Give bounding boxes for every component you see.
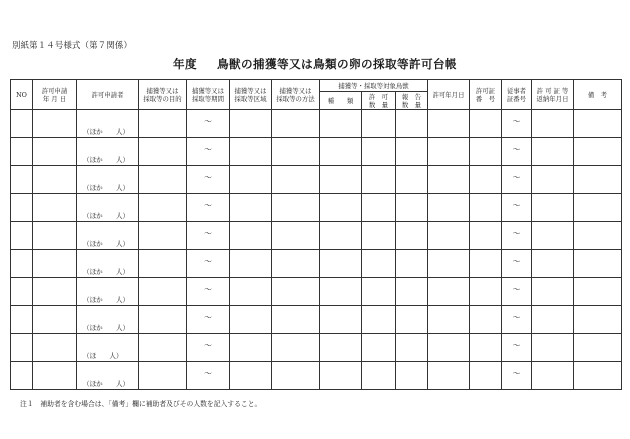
cell-report-qty[interactable] [396,166,428,194]
cell-permit-date[interactable] [428,166,470,194]
period-range-mark: ～ [204,369,212,378]
worker-cert-range-mark: ～ [512,229,521,238]
cell-permit-qty[interactable] [362,110,396,138]
period-range-mark: ～ [204,145,212,154]
applicant-helper-count: （ほか 人） [83,156,130,164]
cell-worker-cert[interactable] [502,138,532,166]
cell-remarks[interactable] [574,166,622,194]
cell-kind[interactable] [320,194,362,222]
cell-purpose[interactable] [139,194,187,222]
cell-worker-cert[interactable] [502,110,532,138]
header-permit-qty [362,92,396,110]
cell-area[interactable] [230,250,272,278]
ledger-title [0,56,630,72]
cell-remarks[interactable] [574,194,622,222]
header-area [230,80,272,110]
cell-apply-date[interactable] [33,278,77,306]
ledger-body [11,110,622,390]
cell-permit-date[interactable] [428,110,470,138]
cell-no[interactable] [11,110,33,138]
applicant-helper-count: （ほか 人） [83,184,130,192]
worker-cert-range-mark: ～ [512,369,521,378]
cell-area[interactable] [230,362,272,390]
cell-area[interactable] [230,166,272,194]
worker-cert-range-mark: ～ [512,313,521,322]
cell-no[interactable] [11,166,33,194]
header-worker-cert-line1: 従事者 [506,86,527,95]
cell-permit-qty[interactable] [362,194,396,222]
header-purpose-line1: 捕獲等又は [146,86,179,95]
table-row [11,278,622,306]
header-no: NO [11,80,33,110]
cell-apply-date[interactable] [33,194,77,222]
worker-cert-range-mark: ～ [512,145,521,154]
cell-cert-no[interactable] [470,278,502,306]
cell-report-qty[interactable] [396,250,428,278]
period-range-mark: ～ [204,313,212,322]
applicant-helper-count: （ほ 人） [83,352,123,360]
cell-applicant[interactable] [77,110,139,138]
period-range-mark: ～ [204,173,212,182]
cell-worker-cert[interactable] [502,222,532,250]
table-row [11,194,622,222]
cell-kind[interactable] [320,166,362,194]
cell-report-qty[interactable] [396,222,428,250]
cell-method[interactable] [272,306,320,334]
header-worker-cert [502,80,532,110]
applicant-helper-count: （ほか 人） [83,324,130,332]
header-permit-date: 許可年月日 [428,80,470,110]
cell-area[interactable] [230,138,272,166]
cell-worker-cert[interactable] [502,334,532,362]
cell-method[interactable] [272,222,320,250]
header-report-qty [396,92,428,110]
cell-purpose[interactable] [139,166,187,194]
worker-cert-range-mark: ～ [512,117,521,126]
table-row [11,138,622,166]
cell-cert-no[interactable] [470,250,502,278]
header-cert-no [470,80,502,110]
cell-kind[interactable] [320,222,362,250]
header-applicant: 許可申請者 [77,80,139,110]
header-period-line1: 捕獲等又は [192,86,224,95]
cell-remarks[interactable] [574,278,622,306]
cell-period[interactable] [187,110,230,138]
period-range-mark: ～ [204,229,212,238]
header-method [272,80,320,110]
cell-permit-date[interactable] [428,278,470,306]
cell-no[interactable] [11,362,33,390]
cell-permit-qty[interactable] [362,362,396,390]
cell-return-date[interactable] [532,138,574,166]
cell-method[interactable] [272,250,320,278]
cell-permit-qty[interactable] [362,306,396,334]
cell-apply-date[interactable] [33,250,77,278]
cell-method[interactable] [272,334,320,362]
cell-applicant[interactable] [77,306,139,334]
cell-period[interactable] [187,166,230,194]
applicant-helper-count: （ほか 人） [83,380,130,388]
cell-report-qty[interactable] [396,362,428,390]
cell-area[interactable] [230,278,272,306]
worker-cert-range-mark: ～ [512,173,521,182]
cell-period[interactable] [187,250,230,278]
cell-permit-qty[interactable] [362,250,396,278]
cell-permit-qty[interactable] [362,222,396,250]
form-identifier: 別紙第１４号様式（第７関係） [12,40,133,50]
cell-remarks[interactable] [574,110,622,138]
cell-area[interactable] [230,222,272,250]
cell-return-date[interactable] [532,222,574,250]
cell-method[interactable] [272,138,320,166]
cell-return-date[interactable] [532,278,574,306]
header-report-qty-line2: 数 量 [401,100,422,109]
cell-no[interactable] [11,194,33,222]
header-permit-qty-line2: 数 量 [368,100,389,109]
table-row [11,166,622,194]
cell-cert-no[interactable] [470,306,502,334]
applicant-helper-count: （ほか 人） [83,212,130,220]
cell-report-qty[interactable] [396,306,428,334]
cell-area[interactable] [230,334,272,362]
cell-no[interactable] [11,306,33,334]
cell-method[interactable] [272,194,320,222]
header-method-line2: 採取等の方法 [276,94,315,103]
worker-cert-range-mark: ～ [512,257,521,266]
cell-remarks[interactable] [574,138,622,166]
cell-applicant[interactable] [77,194,139,222]
cell-permit-date[interactable] [428,194,470,222]
cell-return-date[interactable] [532,110,574,138]
period-range-mark: ～ [204,257,212,266]
cell-purpose[interactable] [139,250,187,278]
cell-applicant[interactable] [77,250,139,278]
table-row [11,110,622,138]
cell-permit-date[interactable] [428,250,470,278]
period-range-mark: ～ [204,201,212,210]
header-period [187,80,230,110]
cell-period[interactable] [187,362,230,390]
header-species-group: 捕獲等・採取等対象鳥獣 [320,80,428,92]
header-cert-no-line2: 番 号 [475,94,496,103]
cell-applicant[interactable] [77,138,139,166]
header-period-line2: 採取等期間 [192,94,224,103]
cell-purpose[interactable] [139,306,187,334]
cell-cert-no[interactable] [470,138,502,166]
cell-worker-cert[interactable] [502,166,532,194]
cell-permit-date[interactable] [428,306,470,334]
cell-period[interactable] [187,222,230,250]
footnote: 注１ 補助者を含む場合は、「備考」欄に補助者及びその人数を記入すること。 [20,400,262,408]
period-range-mark: ～ [204,341,212,350]
cell-applicant[interactable] [77,222,139,250]
cell-applicant[interactable] [77,278,139,306]
cell-method[interactable] [272,166,320,194]
title-main: 鳥獣の捕獲等又は鳥類の卵の採取等許可台帳 [217,57,457,71]
applicant-helper-count: （ほか 人） [83,268,130,276]
applicant-helper-count: （ほか 人） [83,128,130,136]
cell-cert-no[interactable] [470,362,502,390]
header-apply-date-line2: 年 月 日 [42,94,67,103]
table-row [11,222,622,250]
cell-return-date[interactable] [532,250,574,278]
cell-no[interactable] [11,138,33,166]
cell-remarks[interactable] [574,334,622,362]
cell-apply-date[interactable] [33,222,77,250]
cell-period[interactable] [187,138,230,166]
cell-permit-date[interactable] [428,222,470,250]
applicant-helper-count: （ほか 人） [83,240,130,248]
applicant-helper-count: （ほか 人） [83,296,130,304]
header-cert-no-line1: 許可証 [475,86,496,95]
cell-permit-qty[interactable] [362,334,396,362]
table-row [11,250,622,278]
cell-purpose[interactable] [139,110,187,138]
cell-worker-cert[interactable] [502,194,532,222]
cell-applicant[interactable] [77,362,139,390]
cell-method[interactable] [272,362,320,390]
permit-ledger-table [10,79,622,390]
cell-purpose[interactable] [139,334,187,362]
worker-cert-range-mark: ～ [512,201,521,210]
cell-permit-qty[interactable] [362,138,396,166]
cell-period[interactable] [187,306,230,334]
header-report-qty-line1: 報 告 [401,92,422,101]
cell-apply-date[interactable] [33,362,77,390]
worker-cert-range-mark: ～ [512,341,521,350]
cell-kind[interactable] [320,138,362,166]
cell-kind[interactable] [320,306,362,334]
cell-kind[interactable] [320,362,362,390]
header-area-line1: 捕獲等又は [234,86,267,95]
cell-area[interactable] [230,306,272,334]
worker-cert-range-mark: ～ [512,285,521,294]
cell-return-date[interactable] [532,194,574,222]
cell-remarks[interactable] [574,250,622,278]
cell-cert-no[interactable] [470,194,502,222]
cell-purpose[interactable] [139,278,187,306]
cell-return-date[interactable] [532,334,574,362]
cell-apply-date[interactable] [33,166,77,194]
header-permit-qty-line1: 許 可 [368,92,389,101]
cell-period[interactable] [187,334,230,362]
cell-worker-cert[interactable] [502,278,532,306]
cell-kind[interactable] [320,278,362,306]
cell-applicant[interactable] [77,166,139,194]
cell-remarks[interactable] [574,362,622,390]
cell-report-qty[interactable] [396,278,428,306]
cell-purpose[interactable] [139,222,187,250]
cell-method[interactable] [272,110,320,138]
header-purpose [139,80,187,110]
cell-permit-qty[interactable] [362,166,396,194]
cell-return-date[interactable] [532,306,574,334]
cell-permit-date[interactable] [428,362,470,390]
cell-permit-date[interactable] [428,138,470,166]
cell-cert-no[interactable] [470,222,502,250]
cell-worker-cert[interactable] [502,306,532,334]
header-return-date-line2: 返納年月日 [536,94,569,103]
cell-purpose[interactable] [139,362,187,390]
title-year: 年度 [173,57,198,71]
cell-cert-no[interactable] [470,334,502,362]
cell-remarks[interactable] [574,306,622,334]
cell-worker-cert[interactable] [502,362,532,390]
table-row [11,306,622,334]
cell-apply-date[interactable] [33,110,77,138]
cell-report-qty[interactable] [396,334,428,362]
cell-period[interactable] [187,278,230,306]
cell-purpose[interactable] [139,138,187,166]
header-purpose-line2: 採取等の目的 [143,94,182,103]
cell-report-qty[interactable] [396,110,428,138]
cell-no[interactable] [11,278,33,306]
cell-remarks[interactable] [574,222,622,250]
cell-apply-date[interactable] [33,334,77,362]
header-kind: 種 類 [320,92,362,110]
cell-apply-date[interactable] [33,138,77,166]
header-return-date [532,80,574,110]
period-range-mark: ～ [204,117,212,126]
cell-applicant[interactable] [77,334,139,362]
header-area-line2: 採取等区域 [234,94,267,103]
cell-method[interactable] [272,278,320,306]
header-method-line1: 捕獲等又は [279,86,312,95]
cell-no[interactable] [11,334,33,362]
cell-kind[interactable] [320,250,362,278]
cell-permit-date[interactable] [428,334,470,362]
cell-cert-no[interactable] [470,166,502,194]
cell-apply-date[interactable] [33,306,77,334]
cell-return-date[interactable] [532,362,574,390]
cell-worker-cert[interactable] [502,250,532,278]
header-remarks: 備 考 [574,80,622,110]
header-worker-cert-line2: 証番号 [506,94,527,103]
cell-area[interactable] [230,110,272,138]
header-return-date-line1: 許 可 証 等 [536,86,569,95]
cell-return-date[interactable] [532,166,574,194]
cell-permit-qty[interactable] [362,278,396,306]
header-apply-date-line1: 許可申請 [41,86,68,95]
cell-kind[interactable] [320,334,362,362]
cell-period[interactable] [187,194,230,222]
cell-no[interactable] [11,250,33,278]
cell-report-qty[interactable] [396,138,428,166]
cell-no[interactable] [11,222,33,250]
cell-kind[interactable] [320,110,362,138]
table-row [11,362,622,390]
period-range-mark: ～ [204,285,212,294]
header-apply-date [33,80,77,110]
cell-cert-no[interactable] [470,110,502,138]
cell-report-qty[interactable] [396,194,428,222]
cell-area[interactable] [230,194,272,222]
table-row [11,334,622,362]
